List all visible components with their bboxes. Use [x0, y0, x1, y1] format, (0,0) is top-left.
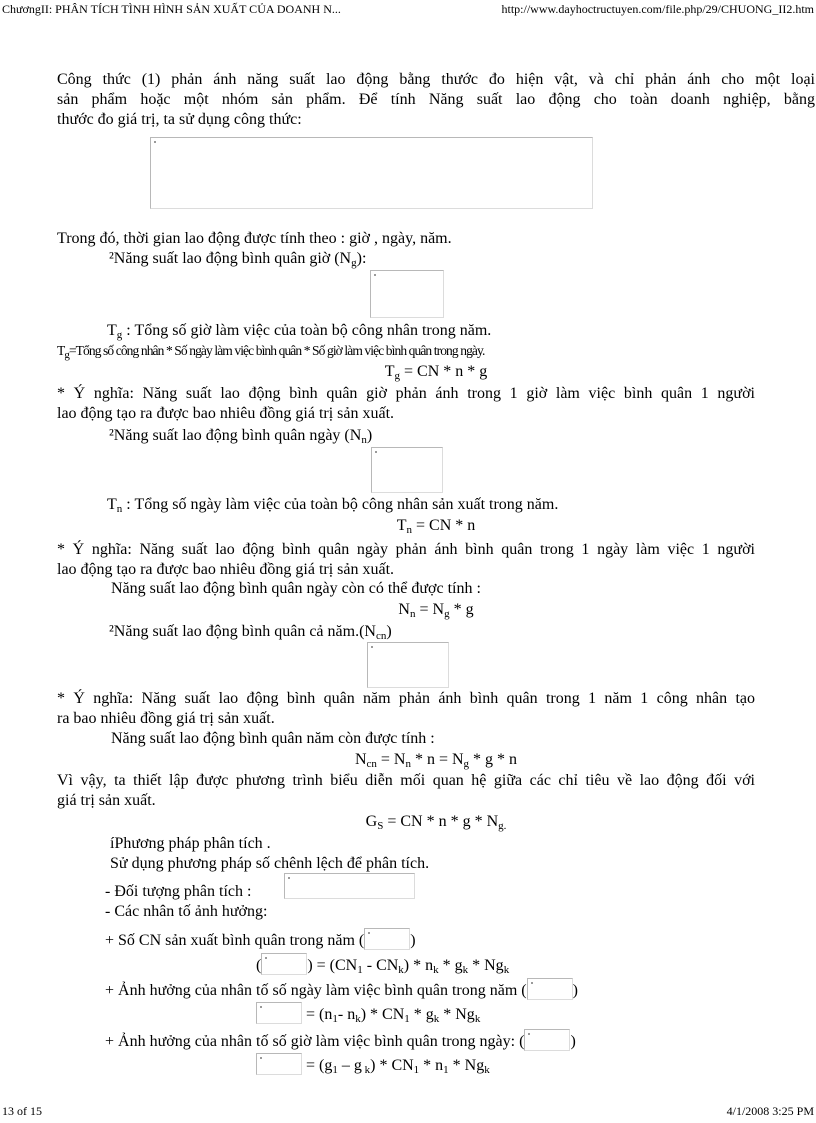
paragraph-line: - Các nhân tố ảnh hưởng:: [105, 903, 268, 920]
paragraph-line: sản phẩm hoặc một nhóm sản phẩm. Để tính Năng suất lao động cho toàn doanh nghiệp, bằng: [57, 91, 815, 108]
formula-image-placeholder: [370, 270, 444, 318]
paragraph-line: * Ý nghĩa: Năng suất lao động bình quân ngày phản ánh bình quân trong 1 ngày làm việc 1 người: [57, 541, 755, 558]
paragraph-line: Trong đó, thời gian lao động được tính theo : giờ , ngày, năm.: [57, 230, 452, 247]
section-heading-ncn: ²Năng suất lao động bình quân cả $năm.(N_{cn})$: [109, 623, 392, 642]
page-number: 13 of 15: [2, 1104, 42, 1118]
paragraph-line: Sử dụng phương pháp số chênh lệch để phân tích.: [110, 855, 430, 872]
definition-tg: $T_g$ : Tổng số giờ làm việc của toàn bộ công nhân trong năm.: [107, 322, 492, 341]
section-heading-nn: ²Năng suất lao động bình quân ngày $(N_n)$: [109, 427, 373, 446]
paragraph-line: thước đo giá trị, ta sử dụng công thức:: [57, 111, 302, 128]
formula-nn: $N_n = N_g * g$: [398, 601, 474, 620]
page-header-url: http://www.dayhoctructuyen.com/file.php/29/CHUONG_II2.htm: [501, 2, 814, 16]
paragraph-line: ra bao nhiêu đồng giá trị sản xuất.: [57, 710, 275, 727]
analysis-object-label: - Đối tượng phân tích :: [105, 883, 252, 900]
paragraph-line: Năng suất lao động bình quân năm còn được tính :: [111, 730, 435, 747]
formula-gs: $G_S$ = CN * n * g * $N_{g.}$: [365, 813, 507, 832]
formula-tn: $T_n$ = CN * n: [396, 517, 476, 536]
page-header-title: ChươngII: PHÂN TÍCH TÌNH HÌNH SẢN XUẤT CỦA DOANH N...: [2, 2, 341, 16]
paragraph-line: * Ý nghĩa: Năng suất lao động bình quân giờ phản ánh trong 1 giờ làm việc bình quân 1 người: [57, 385, 755, 402]
paragraph-line: Vì vậy, ta thiết lập được phương trình biểu diễn mối quan hệ giữa các chỉ tiêu về lao động đối với: [57, 772, 755, 789]
formula-image-placeholder: [261, 953, 307, 975]
factor-g-heading: + Ảnh hưởng của nhân tố số giờ làm việc bình quân trong ngày: ( ): [105, 1029, 576, 1051]
formula-image-placeholder: [150, 137, 593, 209]
factor-n-heading: + Ảnh hưởng của nhân tố số ngày làm việc bình quân trong năm ( ): [105, 978, 578, 1000]
paragraph-line: lao động tạo ra được bao nhiêu đồng giá trị sản xuất.: [57, 405, 395, 422]
formula-image-placeholder: [367, 642, 449, 688]
formula-cn: ( ) = $(CN_1 - CN_k) * n_k * g_k * Ng_k$: [256, 953, 509, 975]
formula-ncn: $N_{cn} = N_n * n = N_g * g * n$: [354, 751, 518, 770]
formula-image-placeholder: [256, 1053, 302, 1075]
paragraph-line: giá trị sản xuất.: [57, 792, 156, 809]
paragraph-line: lao động tạo ra được bao nhiêu đồng giá trị sản xuất.: [57, 561, 395, 578]
paragraph-line: * Ý nghĩa: Năng suất lao động bình quân năm phản ánh bình quân trong 1 năm 1 công nhân tạo: [57, 690, 755, 707]
formula-g: = ($g_1$ – g $_k) * CN_1 * n_1 * Ng_k$: [256, 1053, 490, 1075]
formula-image-placeholder: [284, 873, 415, 899]
formula-tg: $T_g$ = CN * n * g: [384, 363, 488, 382]
formula-n: = ($n_1-$ $n_k) * CN_1 * g_k * Ng_k$: [256, 1002, 480, 1024]
paragraph-line: Công thức (1) phản ánh năng suất lao động bằng thước đo hiện vật, và chỉ phản ánh cho một loại: [57, 71, 815, 88]
paragraph-line: Năng suất lao động bình quân ngày còn có thể được tính :: [111, 580, 481, 597]
formula-image-placeholder: [256, 1002, 302, 1024]
formula-image-placeholder: [524, 1029, 570, 1051]
definition-tn: $T_n$ : Tổng số ngày làm việc của toàn bộ công nhân sản xuất trong năm.: [107, 496, 559, 515]
definition-tg-long: $T_g=Tổng$ số công nhân * Số ngày làm việc bình quân * Số giờ làm việc bình quân trong ngày.: [57, 343, 485, 361]
formula-image-placeholder: [364, 928, 410, 950]
section-heading-method: íPhương pháp phân tích .: [110, 835, 271, 852]
formula-image-placeholder: [527, 978, 573, 1000]
section-heading-ng: ²Năng suất lao động bình quân giờ $(N_g)$:: [109, 250, 367, 269]
formula-image-placeholder: [371, 447, 443, 493]
print-datetime: 4/1/2008 3:25 PM: [726, 1104, 814, 1118]
factor-cn-heading: + Số CN sản xuất bình quân trong năm ( ): [105, 928, 416, 950]
